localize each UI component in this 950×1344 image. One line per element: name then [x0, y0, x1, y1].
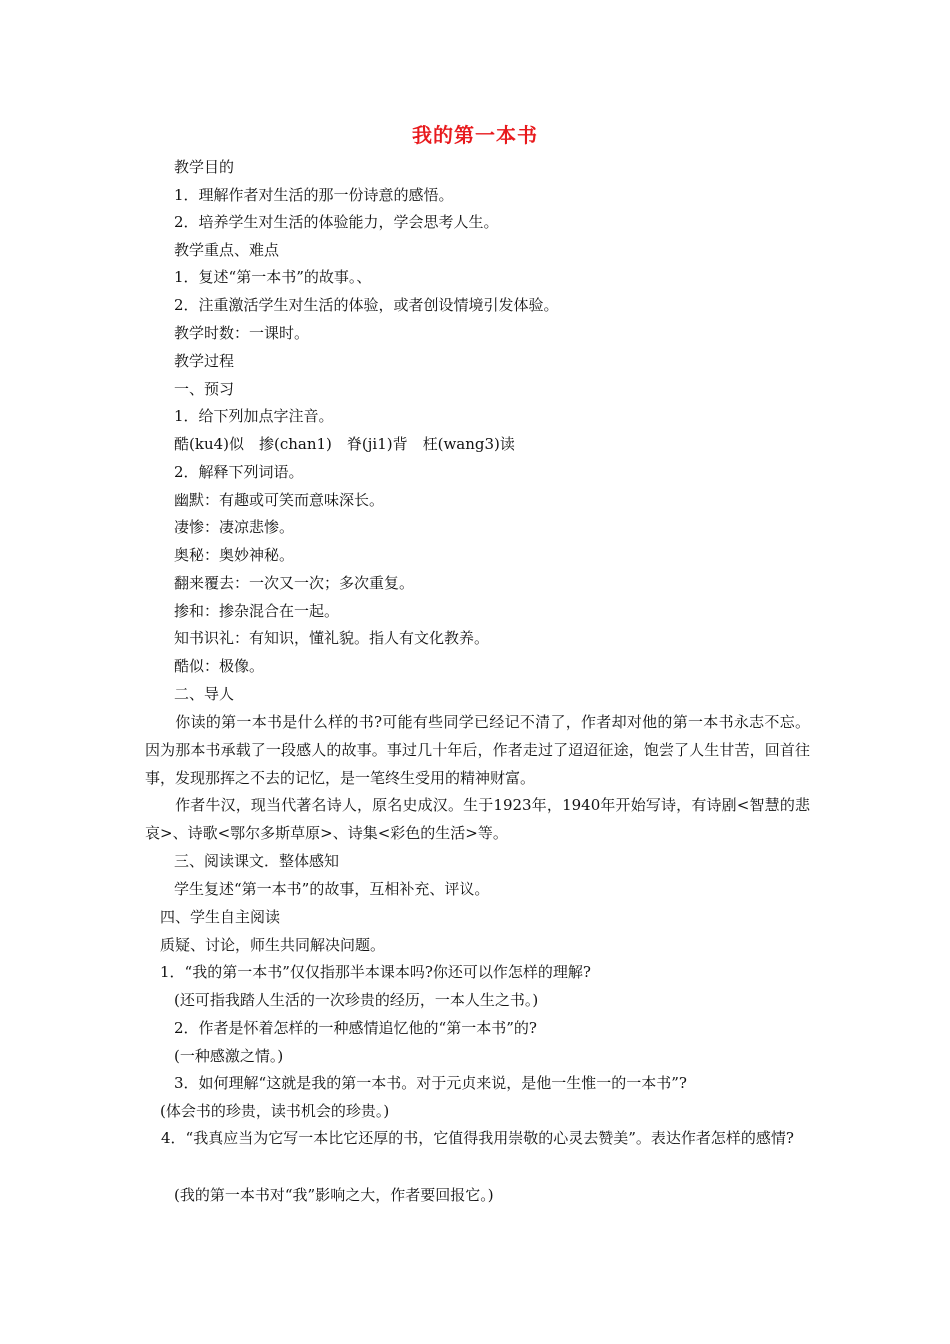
definition-line: 知书识礼：有知识，懂礼貌。指人有文化教养。	[174, 629, 490, 647]
answer-1: (还可指我踏人生活的一次珍贵的经历，一本人生之书。)	[174, 991, 539, 1009]
definition-line: 凄惨：凄凉悲惨。	[174, 518, 295, 536]
question-3: 3．如何理解“这就是我的第一本书。对于元贞来说，是他一生惟一的一本书”?	[174, 1074, 687, 1092]
question-4	[145, 1124, 795, 1152]
intro-paragraph-text: 你读的第一本书是什么样的书?可能有些同学已经记不清了，作者却对他的第一本书永志不忘。因为那本书承载了一段感人的故事。事过几十年后，作者走过了迢迢征途，饱尝了人生甘苦，回首往事，发现那挥之不去的记忆，是一笔终生受用的精神财富。	[145, 713, 810, 787]
objective-item-2: 2．培养学生对生活的体验能力，学会思考人生。	[174, 213, 499, 231]
section-heading-self-reading: 四、学生自主阅读	[160, 908, 281, 926]
definition-line: 翻来覆去：一次又一次；多次重复。	[174, 574, 415, 592]
answer-4: (我的第一本书对“我”影响之大，作者要回报它。)	[174, 1186, 494, 1204]
section-heading-preview: 一、预习	[174, 380, 235, 398]
question-1: 1．“我的第一本书”仅仅指那半本课本吗?你还可以作怎样的理解?	[160, 963, 591, 981]
question-4-text: 4．“我真应当为它写一本比它还厚的书，它值得我用崇敬的心灵去赞美”。表达作者怎样的感情?	[161, 1129, 794, 1147]
document-title: 我的第一本书	[412, 123, 538, 147]
objective-item-1: 1．理解作者对生活的那一份诗意的感悟。	[174, 186, 454, 204]
section-heading-process: 教学过程	[174, 352, 235, 370]
class-hours-line: 教学时数：一课时。	[174, 324, 310, 342]
definition-line: 掺和：掺杂混合在一起。	[174, 602, 340, 620]
definition-line: 酷似：极像。	[174, 657, 265, 675]
pronunciation-line: 酷(ku4)似 掺(chan1) 脊(ji1)背 枉(wang3)读	[174, 435, 515, 453]
answer-2: (一种感激之情。)	[174, 1047, 284, 1065]
question-2: 2．作者是怀着怎样的一种感情追忆他的“第一本书”的?	[174, 1019, 537, 1037]
section-heading-key-points: 教学重点、难点	[174, 241, 280, 259]
section-heading-objectives: 教学目的	[174, 158, 235, 176]
discussion-line: 质疑、讨论，师生共同解决问题。	[160, 936, 386, 954]
author-paragraph-text: 作者牛汉，现当代著名诗人，原名史成汉。生于1923年，1940年开始写诗，有诗剧<智慧的悲哀>、诗歌<鄂尔多斯草原>、诗集<彩色的生活>等。	[145, 796, 810, 842]
author-paragraph	[145, 791, 810, 847]
definition-line: 幽默：有趣或可笑而意味深长。	[174, 491, 385, 509]
intro-paragraph	[145, 708, 810, 792]
definition-line: 奥秘：奥妙神秘。	[174, 546, 295, 564]
section-heading-intro: 二、导人	[174, 685, 235, 703]
key-point-item-1: 1．复述“第一本书”的故事。、	[174, 268, 372, 286]
answer-3: (体会书的珍贵，读书机会的珍贵。)	[160, 1102, 390, 1120]
preview-item-1: 1．给下列加点字注音。	[174, 407, 334, 425]
reading-activity-line: 学生复述“第一本书”的故事，互相补充、评议。	[174, 880, 490, 898]
preview-item-2: 2．解释下列词语。	[174, 463, 304, 481]
key-point-item-2: 2．注重激活学生对生活的体验，或者创设情境引发体验。	[174, 296, 559, 314]
section-heading-reading: 三、阅读课文．整体感知	[174, 852, 340, 870]
